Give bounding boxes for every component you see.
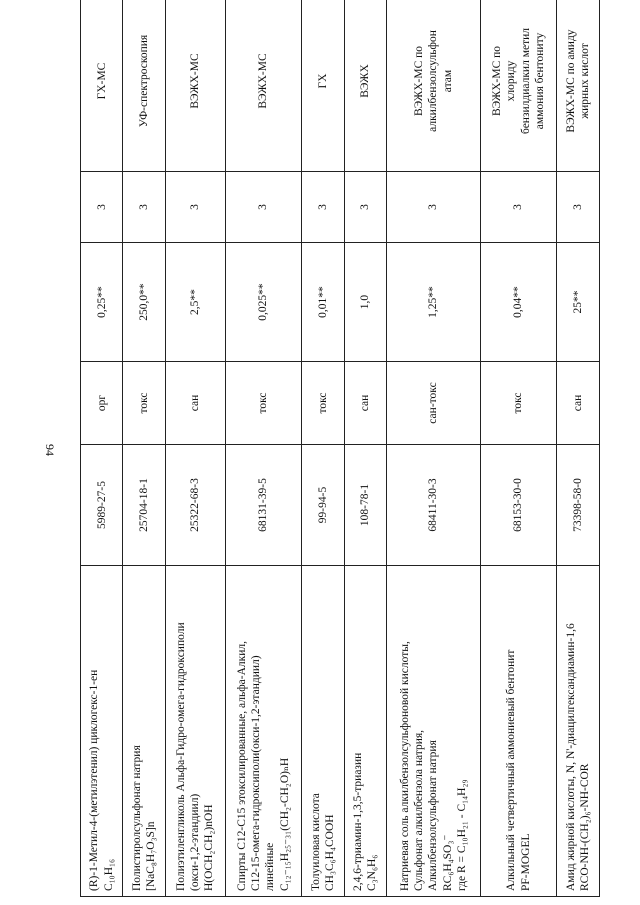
cell-substance-name-line: Алкильный четвертичный аммониевый бентонит	[505, 649, 518, 891]
cell-category: 3	[557, 172, 600, 243]
cell-substance-name-line: [NaC₈H₇O₃S]n	[145, 821, 158, 891]
cell-limit-value: 1,0	[344, 243, 386, 362]
cell-substance-name	[81, 566, 123, 897]
table-row	[480, 0, 557, 897]
cell-limit-value: 25**	[557, 243, 600, 362]
table-row	[344, 0, 386, 897]
cell-substance-name-line: Алкилбензолсульфонат натрия	[427, 740, 440, 891]
cell-cas-number: 68153-30-0	[480, 445, 557, 566]
substance-table-container	[80, 28, 600, 897]
cell-analysis-method-line: жирных кислот	[579, 43, 592, 119]
cell-hazard-class: орг	[81, 362, 123, 445]
cell-substance-name-line: линейные	[264, 842, 277, 891]
cell-analysis-method: ГХ-МС	[81, 0, 123, 172]
cell-analysis-method-line: ВЭЖХ-МС по амиду	[564, 29, 577, 133]
cell-substance-name-line: Полистиролсульфонат натрия	[130, 745, 143, 891]
cell-substance-name	[165, 566, 225, 897]
cell-analysis-method-line: хлориду	[505, 60, 518, 102]
cell-substance-name-line: Полиэтиленгликоль Альфа-Гидро-омега-гидроксиполи	[174, 622, 187, 891]
cell-limit-value: 0,25**	[81, 243, 123, 362]
table-row	[225, 0, 302, 897]
cell-analysis-method-line: аммония бентониту	[533, 32, 546, 130]
cell-category: 3	[225, 172, 302, 243]
table-row	[81, 0, 123, 897]
cell-substance-name-line: C₁₀H₁₆	[102, 858, 115, 891]
cell-substance-name-line: Амид жирной кислоты, N, N'-диацилгександиамин-1,6	[564, 623, 577, 891]
rotated-table-frame	[80, 28, 600, 897]
cell-cas-number: 73398-58-0	[557, 445, 600, 566]
cell-substance-name	[123, 566, 165, 897]
cell-analysis-method-line: алкилбензолсульфон	[427, 30, 440, 132]
cell-analysis-method: УФ-спектроскопия	[123, 0, 165, 172]
cell-substance-name-line: Спирты C12-C15 этоксилированные, альфа-Алкил,	[235, 640, 248, 891]
cell-analysis-method	[480, 0, 557, 172]
cell-cas-number: 108-78-1	[344, 445, 386, 566]
cell-hazard-class: сан	[165, 362, 225, 445]
cell-substance-name-line: RCO-NH-(CH₂)₆-NH-COR	[579, 763, 592, 891]
cell-limit-value: 1,25**	[387, 243, 481, 362]
cell-category: 3	[302, 172, 344, 243]
cell-substance-name-line: Натриевая соль алкилбензолсульфоновой кислоты,	[398, 641, 411, 891]
cell-substance-name-line: PF-MOGEL	[519, 833, 532, 891]
cell-substance-name-line: C12-15-омега-гидроксиполи(окси-1,2-этандиил)	[249, 655, 262, 891]
cell-substance-name-line: C₃N₆H₆	[366, 854, 379, 891]
cell-substance-name-line: CH₃C₆H₄COOH	[323, 814, 336, 891]
cell-analysis-method-line: ВЭЖХ-МС по	[412, 45, 425, 117]
cell-limit-value: 0,04**	[480, 243, 557, 362]
cell-substance-name-line: (R)-1-Метил-4-(метилэтенил) циклогекс-1-ен	[88, 669, 101, 891]
cell-substance-name-line: H(OCH₂CH₂)nOH	[203, 804, 216, 891]
cell-cas-number: 25704-18-1	[123, 445, 165, 566]
cell-substance-name-line: Сульфонат алкилбензола натрия,	[412, 729, 425, 891]
cell-category: 3	[344, 172, 386, 243]
cell-analysis-method: ВЭЖХ-МС	[225, 0, 302, 172]
table-body	[81, 0, 600, 897]
cell-limit-value: 250,0**	[123, 243, 165, 362]
cell-substance-name	[225, 566, 302, 897]
cell-cas-number: 68131-39-5	[225, 445, 302, 566]
cell-substance-name	[387, 566, 481, 897]
cell-analysis-method-line: атам	[441, 69, 454, 93]
cell-analysis-method: ВЭЖХ-МС	[165, 0, 225, 172]
cell-analysis-method: ВЭЖХ	[344, 0, 386, 172]
cell-substance-name	[302, 566, 344, 897]
cell-analysis-method	[557, 0, 600, 172]
cell-hazard-class: сан-токс	[387, 362, 481, 445]
cell-cas-number: 99-94-5	[302, 445, 344, 566]
cell-analysis-method-line: бензилдиалкил метил	[519, 28, 532, 134]
cell-hazard-class: токс	[480, 362, 557, 445]
table-row	[302, 0, 344, 897]
cell-hazard-class: сан	[344, 362, 386, 445]
substance-table	[80, 0, 600, 897]
cell-cas-number: 68411-30-3	[387, 445, 481, 566]
cell-cas-number: 25322-68-3	[165, 445, 225, 566]
cell-category: 3	[387, 172, 481, 243]
cell-hazard-class: токс	[123, 362, 165, 445]
cell-limit-value: 2,5**	[165, 243, 225, 362]
table-row	[557, 0, 600, 897]
cell-category: 3	[81, 172, 123, 243]
cell-substance-name	[480, 566, 557, 897]
cell-category: 3	[165, 172, 225, 243]
cell-substance-name	[344, 566, 386, 897]
cell-cas-number: 5989-27-5	[81, 445, 123, 566]
cell-analysis-method: ГХ	[302, 0, 344, 172]
cell-hazard-class: сан	[557, 362, 600, 445]
cell-substance-name-line: RC₆H₄SO₃⁻	[441, 834, 454, 891]
cell-category: 3	[123, 172, 165, 243]
cell-hazard-class: токс	[302, 362, 344, 445]
cell-category: 3	[480, 172, 557, 243]
cell-substance-name	[557, 566, 600, 897]
cell-substance-name-line: где R = C₁₀H₂₁ - C₁₄H₂₉	[456, 779, 468, 891]
table-row	[165, 0, 225, 897]
table-row	[123, 0, 165, 897]
cell-substance-name-line: C₁₂₋₁₅H₂₅₋₃₁(CH₂-CH₂O)ₙH	[278, 757, 291, 891]
cell-hazard-class: токс	[225, 362, 302, 445]
cell-substance-name-line: 2,4,6-триамин-1,3,5-триазин	[351, 752, 364, 891]
table-row	[387, 0, 481, 897]
cell-limit-value: 0,01**	[302, 243, 344, 362]
cell-analysis-method-line: ВЭЖХ-МС по	[490, 45, 503, 117]
cell-substance-name-line: (окси-1,2-этандиил)	[189, 793, 202, 891]
page-number: 94	[43, 444, 57, 456]
cell-analysis-method	[387, 0, 481, 172]
cell-substance-name-line: Толуиловая кислота	[309, 793, 322, 891]
cell-limit-value: 0,025**	[225, 243, 302, 362]
